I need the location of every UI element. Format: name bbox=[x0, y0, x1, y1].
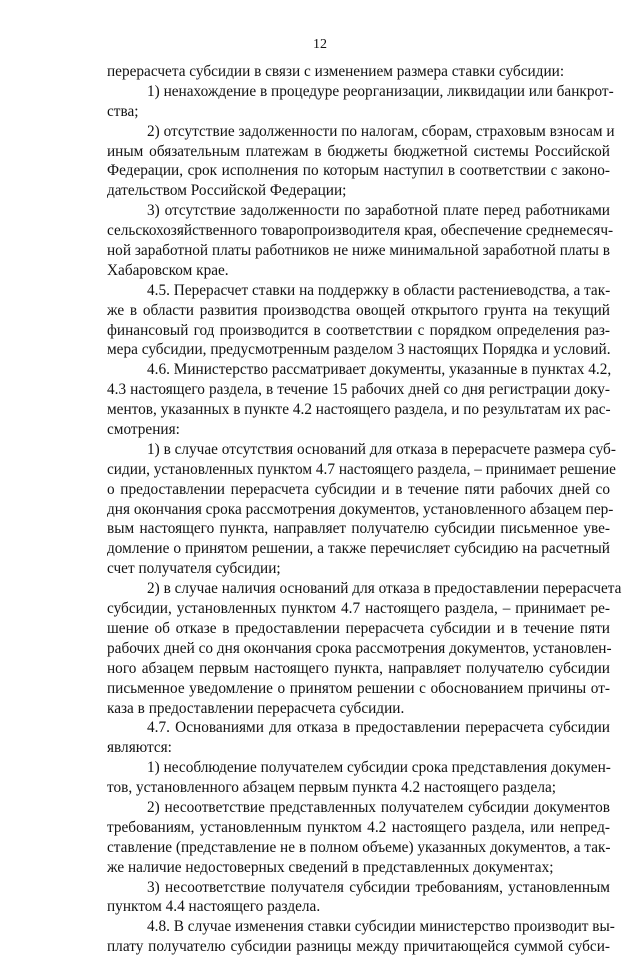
text-line: являются: bbox=[107, 739, 172, 757]
text-line: дательством Российской Федерации; bbox=[107, 182, 347, 200]
text-line: счет получателя субсидии; bbox=[107, 560, 281, 578]
text-line: 4.5. Перерасчет ставки на поддержку в области растениеводства, а так- bbox=[147, 281, 611, 299]
text-line: 4.8. В случае изменения ставки субсидии министерство производит вы- bbox=[147, 918, 615, 936]
text-line: 4.6. Министерство рассматривает документы, указанные в пунктах 4.2, bbox=[147, 361, 612, 379]
text-line: о предоставлении перерасчета субсидии и в течение пяти рабочих дней со bbox=[107, 480, 610, 498]
text-line: Хабаровском крае. bbox=[107, 261, 229, 279]
text-line: домление о принятом решении, а также перечисляет субсидию на расчетный bbox=[107, 540, 610, 558]
text-line: ставление (представление не в полном объеме) указанных документов, а так- bbox=[107, 838, 611, 856]
text-line: плату получателю субсидии разницы между причитающейся суммой субси- bbox=[107, 938, 610, 956]
text-line: иным обязательным платежам в бюджеты бюджетной системы Российской bbox=[107, 142, 610, 160]
text-line: же наличие недостоверных сведений в представленных документах; bbox=[107, 858, 554, 876]
text-line: 1) несоблюдение получателем субсидии срока представления докумен- bbox=[147, 759, 611, 777]
text-line: дня окончания срока рассмотрения документов, установленного абзацем пер- bbox=[107, 500, 614, 518]
text-line: перерасчета субсидии в связи с изменением размера ставки субсидии: bbox=[107, 63, 565, 80]
text-line: 4.7. Основаниями для отказа в предоставлении перерасчета субсидии bbox=[147, 719, 610, 737]
text-line: финансовый год производится в соответствии с порядком определения раз- bbox=[107, 321, 610, 339]
text-line: вым настоящего пункта, направляет получателю субсидии письменное уве- bbox=[107, 520, 610, 538]
text-line: субсидии, установленных пунктом 4.7 настоящего раздела, – принимает ре- bbox=[107, 600, 610, 618]
text-line: 1) ненахождение в процедуре реорганизации, ликвидации или банкрот- bbox=[147, 82, 614, 100]
text-line: 4.3 настоящего раздела, в течение 15 рабочих дней со дня регистрации доку- bbox=[107, 381, 610, 399]
text-line: 3) отсутствие задолженности по заработной плате перед работниками bbox=[147, 202, 610, 220]
document-body bbox=[107, 62, 622, 957]
text-line: каза в предоставлении перерасчета субсидии. bbox=[107, 699, 405, 717]
text-line: 2) в случае наличия оснований для отказа в предоставлении перерасчета bbox=[147, 580, 622, 598]
text-line: пунктом 4.4 настоящего раздела. bbox=[107, 898, 321, 916]
text-line: же в области развития производства овощей открытого грунта на текущий bbox=[107, 301, 610, 319]
text-line: ного абзацем первым настоящего пункта, направляет получателю субсидии bbox=[107, 659, 610, 677]
text-line: мера субсидии, предусмотренным разделом 3 настоящих Порядка и условий. bbox=[107, 341, 611, 359]
text-line: смотрения: bbox=[107, 421, 180, 439]
text-line: 2) несоответствие представленных получателем субсидии документов bbox=[147, 798, 610, 816]
text-line: требованиям, установленным пунктом 4.2 настоящего раздела, или непред- bbox=[107, 818, 610, 836]
text-line: ной заработной платы работников не ниже минимальной заработной платы в bbox=[107, 242, 610, 260]
text-line: ства; bbox=[107, 102, 139, 120]
text-line: ментов, указанных в пункте 4.2 настоящего раздела, и по результатам их рас- bbox=[107, 401, 611, 419]
text-line: 1) в случае отсутствия оснований для отказа в перерасчете размера суб- bbox=[147, 440, 616, 458]
text-line: рабочих дней со дня окончания срока рассмотрения документов, установлен- bbox=[107, 639, 612, 657]
text-line: шение об отказе в предоставлении перерасчета субсидии и в течение пяти bbox=[107, 619, 610, 637]
text-line: Федерации, срок исполнения по которым наступил в соответствии с законо- bbox=[107, 162, 610, 180]
page-number: 12 bbox=[313, 37, 327, 52]
text-line: сельскохозяйственного товаропроизводителя края, обеспечение среднемесяч- bbox=[107, 222, 614, 240]
text-line: сидии, установленных пунктом 4.7 настоящего раздела, – принимает решение bbox=[107, 460, 616, 478]
text-line: 3) несоответствие получателя субсидии требованиям, установленным bbox=[147, 878, 610, 896]
text-line: тов, установленного абзацем первым пункта 4.2 настоящего раздела; bbox=[107, 779, 556, 797]
text-line: 2) отсутствие задолженности по налогам, сборам, страховым взносам и bbox=[147, 122, 615, 140]
text-line: письменное уведомление о принятом решении с обоснованием причины от- bbox=[107, 679, 610, 697]
